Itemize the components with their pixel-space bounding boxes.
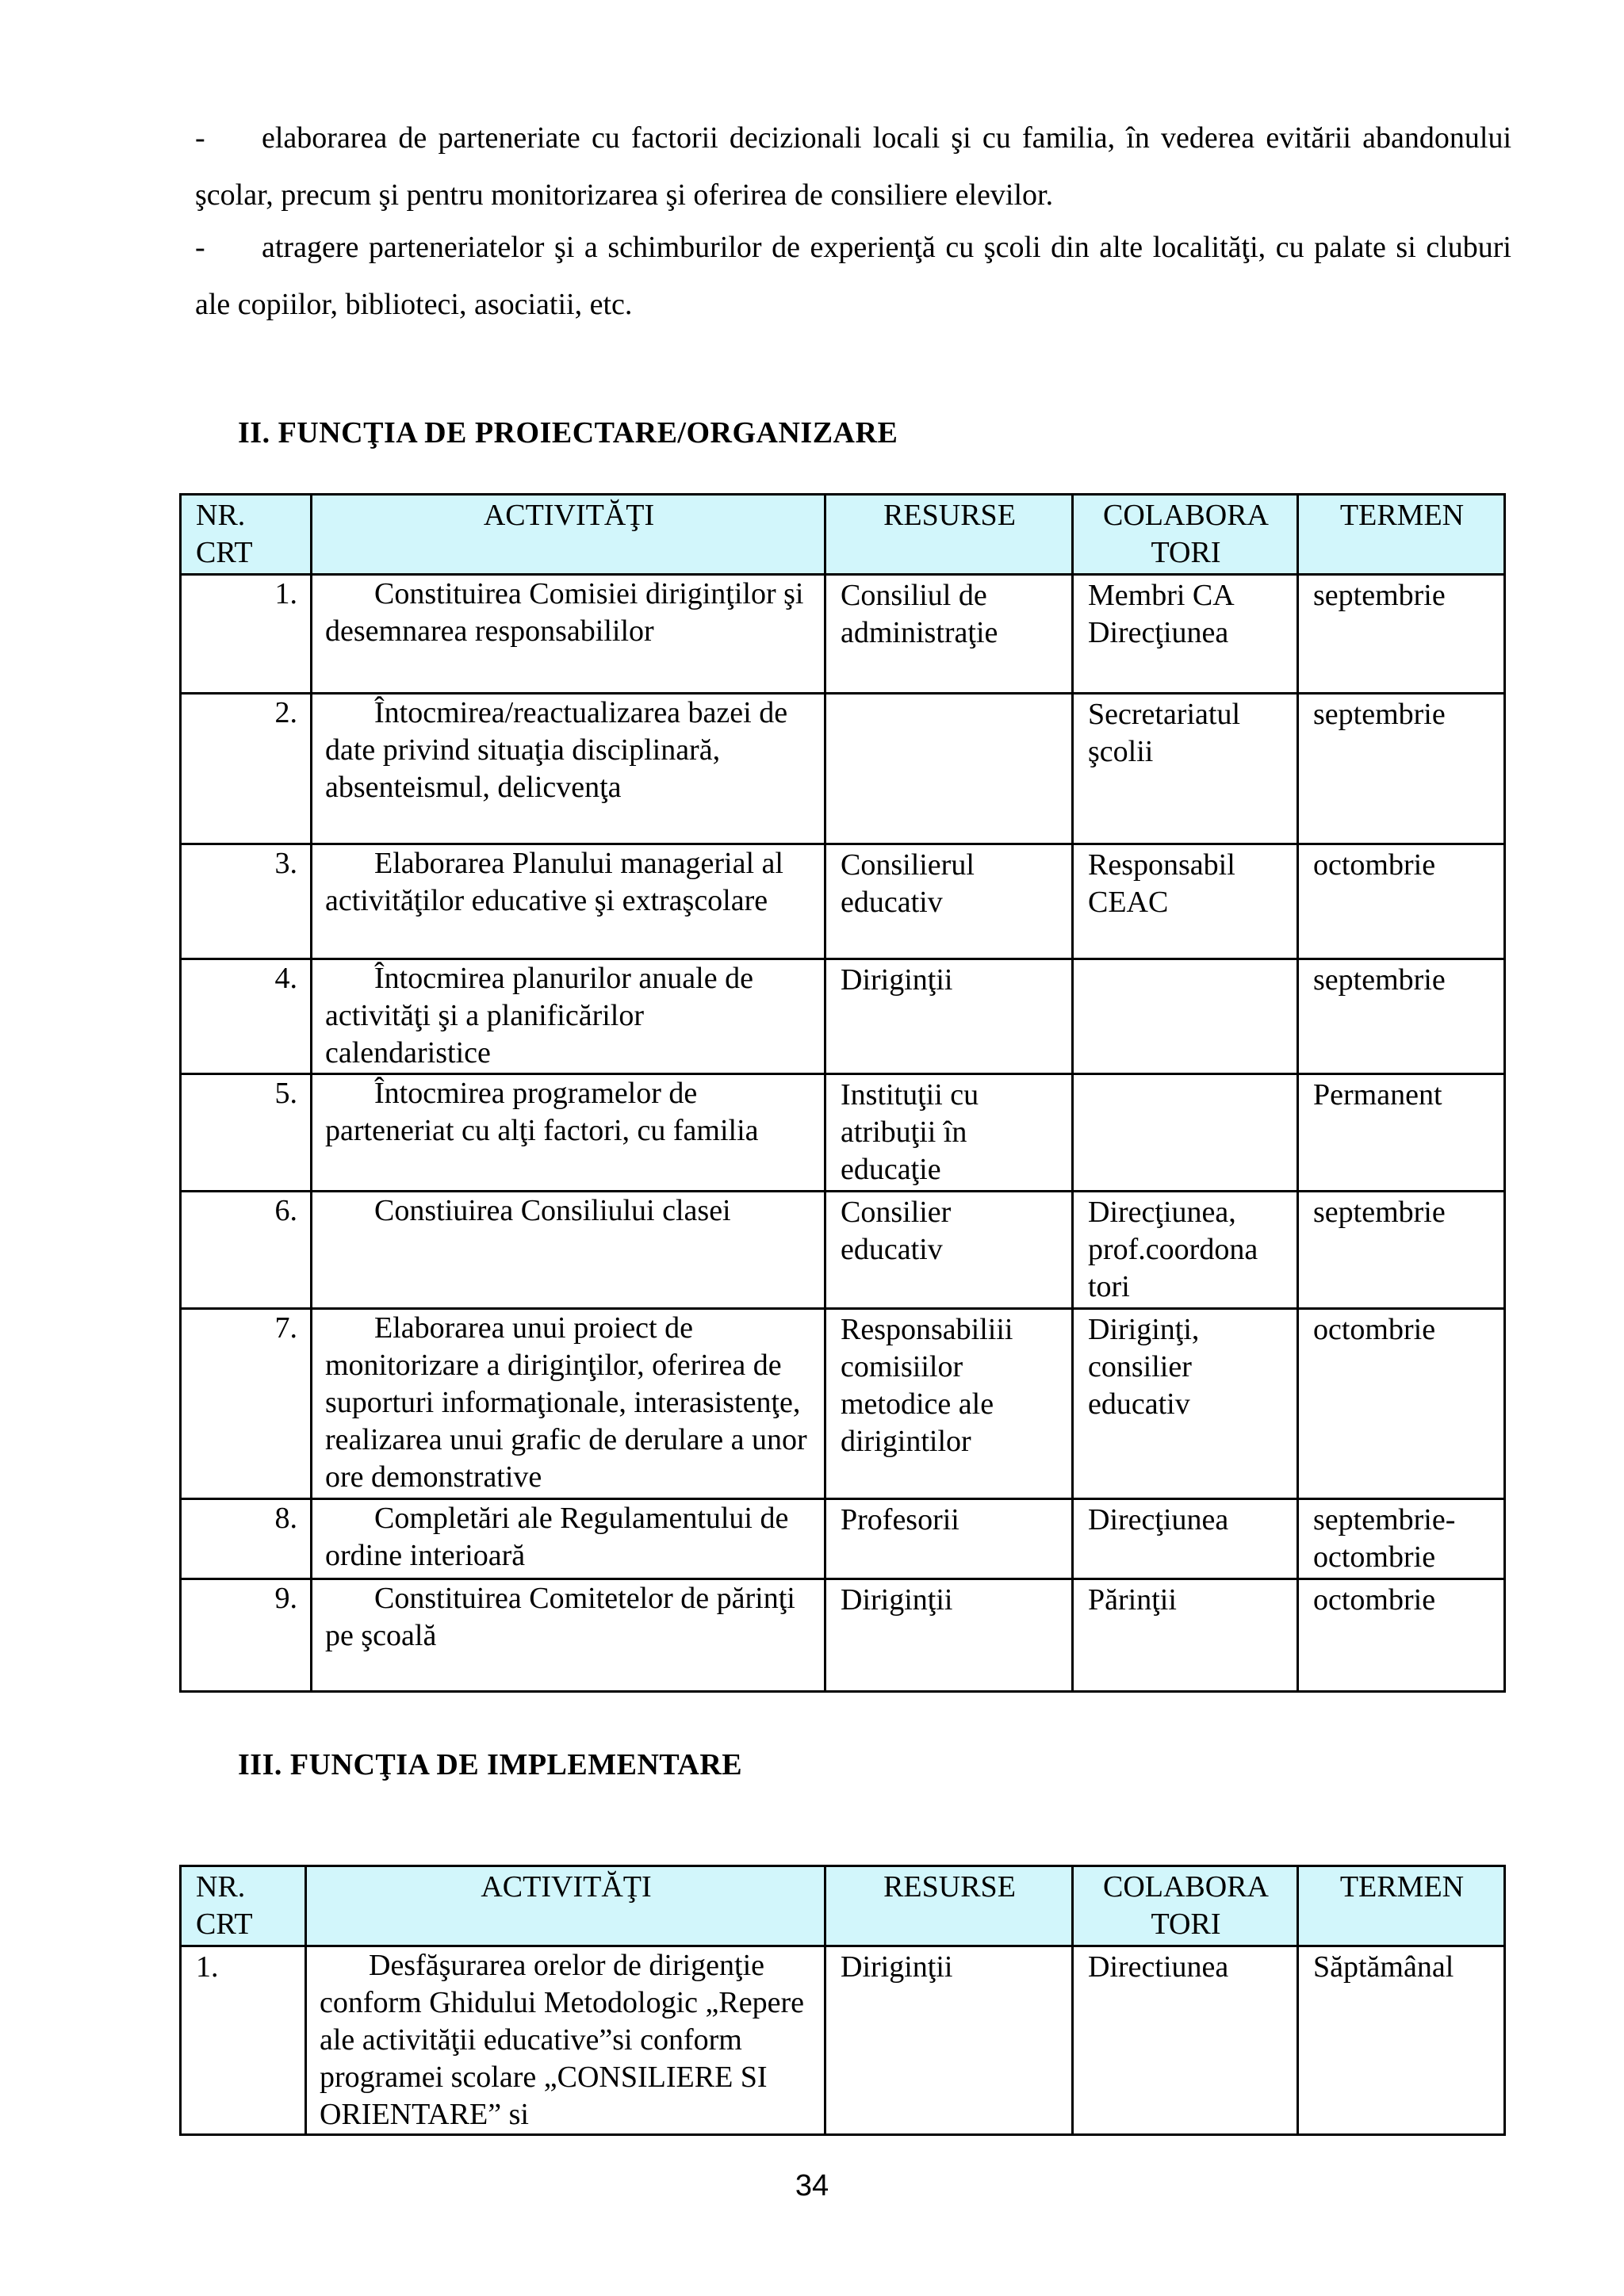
row-nr: 1.	[181, 1946, 306, 2135]
header-nr: NR. CRT	[181, 495, 312, 575]
intro-item-2-bullet: -	[195, 231, 205, 264]
header-activitati: ACTIVITĂŢI	[306, 1866, 825, 1946]
row-activitate-text: Constituirea Comisiei diriginţilor şi desemnarea responsabililor	[325, 577, 804, 648]
row-activitate	[312, 844, 825, 959]
row-colaboratori: Direcţiunea	[1073, 1499, 1298, 1579]
row-resurse: Responsabiliii comisiilor metodice ale dirigintilor	[825, 1309, 1073, 1499]
intro-item-1-text: elaborarea de parteneriate cu factorii decizionali locali şi cu familia, în vederea evitării abandonului şcolar, precum şi pentru monitorizarea şi oferirea de consiliere elevilor.	[195, 121, 1511, 212]
row-termen: octombrie	[1298, 1309, 1505, 1499]
row-activitate	[306, 1946, 825, 2135]
row-activitate	[312, 694, 825, 844]
row-colaboratori: Membri CA Direcţiunea	[1073, 575, 1298, 694]
header-colaboratori: COLABORA TORI	[1073, 495, 1298, 575]
header-termen: TERMEN	[1298, 1866, 1505, 1946]
intro-item-1	[195, 109, 1511, 224]
intro-item-1-bullet: -	[195, 121, 205, 155]
header-resurse: RESURSE	[825, 1866, 1073, 1946]
intro-item-2-text: atragere parteneriatelor şi a schimburilor de experienţă cu şcoli din alte localităţi, cu palate si cluburi ale copiilor, biblioteci, asociatii, etc.	[195, 231, 1511, 321]
section-2-title: II. FUNCŢIA DE PROIECTARE/ORGANIZARE	[238, 416, 898, 450]
table-row	[181, 1499, 1505, 1579]
row-nr: 9.	[181, 1579, 312, 1692]
row-activitate	[312, 1499, 825, 1579]
header-colaboratori: COLABORA TORI	[1073, 1866, 1298, 1946]
row-nr: 3.	[181, 844, 312, 959]
table-header-row	[181, 1866, 1505, 1946]
row-activitate-text: Întocmirea programelor de parteneriat cu alţi factori, cu familia	[325, 1077, 759, 1147]
row-termen: septembrie-octombrie	[1298, 1499, 1505, 1579]
row-resurse: Diriginţii	[825, 1946, 1073, 2135]
row-resurse: Diriginţii	[825, 1579, 1073, 1692]
row-activitate-text: Constituirea Comitetelor de părinţi pe şcoală	[325, 1582, 795, 1652]
row-activitate-text: Constiuirea Consiliului clasei	[374, 1194, 731, 1227]
row-nr: 2.	[181, 694, 312, 844]
section-3-title: III. FUNCŢIA DE IMPLEMENTARE	[238, 1748, 743, 1781]
row-resurse: Profesorii	[825, 1499, 1073, 1579]
row-activitate-text: Completări ale Regulamentului de ordine interioară	[325, 1502, 789, 1572]
table-row	[181, 694, 1505, 844]
table-row	[181, 1309, 1505, 1499]
row-activitate-text: Întocmirea planurilor anuale de activităţi şi a planificărilor calendaristice	[325, 962, 753, 1070]
row-colaboratori	[1073, 959, 1298, 1074]
row-termen: octombrie	[1298, 844, 1505, 959]
page-number: 34	[795, 2169, 829, 2202]
header-resurse: RESURSE	[825, 495, 1073, 575]
row-resurse: Consiliul de administraţie	[825, 575, 1073, 694]
row-activitate	[312, 575, 825, 694]
row-resurse: Consilier educativ	[825, 1192, 1073, 1309]
row-colaboratori: Directiunea	[1073, 1946, 1298, 2135]
table-row	[181, 844, 1505, 959]
row-termen: Săptămânal	[1298, 1946, 1505, 2135]
row-activitate	[312, 1074, 825, 1192]
row-colaboratori: Direcţiunea, prof.coordona tori	[1073, 1192, 1298, 1309]
row-termen: septembrie	[1298, 694, 1505, 844]
row-termen: septembrie	[1298, 1192, 1505, 1309]
table-header-row	[181, 495, 1505, 575]
row-nr: 4.	[181, 959, 312, 1074]
row-termen: septembrie	[1298, 575, 1505, 694]
header-termen: TERMEN	[1298, 495, 1505, 575]
row-activitate-text: Întocmirea/reactualizarea bazei de date privind situaţia disciplinară, absenteismul, delicvenţa	[325, 696, 788, 804]
row-activitate-text: Elaborarea unui proiect de monitorizare a diriginţilor, oferirea de suporturi informaţionale, interasistenţe, realizarea unui grafic de derulare a unor ore demonstrative	[325, 1311, 807, 1494]
row-colaboratori: Diriginţi, consilier educativ	[1073, 1309, 1298, 1499]
row-termen: Permanent	[1298, 1074, 1505, 1192]
table-row	[181, 575, 1505, 694]
intro-item-2	[195, 219, 1511, 333]
row-termen: septembrie	[1298, 959, 1505, 1074]
row-colaboratori: Secretariatul şcolii	[1073, 694, 1298, 844]
row-nr: 8.	[181, 1499, 312, 1579]
table-row	[181, 1074, 1505, 1192]
row-nr: 6.	[181, 1192, 312, 1309]
section-3-table	[179, 1865, 1506, 2136]
row-resurse	[825, 694, 1073, 844]
row-resurse: Instituţii cu atribuţii în educaţie	[825, 1074, 1073, 1192]
row-activitate	[312, 1579, 825, 1692]
row-colaboratori	[1073, 1074, 1298, 1192]
row-activitate	[312, 1192, 825, 1309]
header-nr: NR. CRT	[181, 1866, 306, 1946]
row-nr: 5.	[181, 1074, 312, 1192]
row-activitate	[312, 959, 825, 1074]
row-colaboratori: Responsabil CEAC	[1073, 844, 1298, 959]
table-row	[181, 1946, 1505, 2135]
row-activitate-text: Elaborarea Planului managerial al activităţilor educative şi extraşcolare	[325, 847, 783, 917]
row-activitate-text: Desfăşurarea orelor de dirigenţie conform Ghidului Metodologic „Repere ale activităţii educative”si conform programei scolare „CONSILIERE SI ORIENTARE” si	[320, 1949, 805, 2131]
row-resurse: Consilierul educativ	[825, 844, 1073, 959]
table-row	[181, 1192, 1505, 1309]
row-resurse: Diriginţii	[825, 959, 1073, 1074]
row-termen: octombrie	[1298, 1579, 1505, 1692]
row-colaboratori: Părinţii	[1073, 1579, 1298, 1692]
header-activitati: ACTIVITĂŢI	[312, 495, 825, 575]
row-activitate	[312, 1309, 825, 1499]
table-row	[181, 959, 1505, 1074]
section-2-table	[179, 493, 1506, 1693]
row-nr: 1.	[181, 575, 312, 694]
table-row	[181, 1579, 1505, 1692]
row-nr: 7.	[181, 1309, 312, 1499]
